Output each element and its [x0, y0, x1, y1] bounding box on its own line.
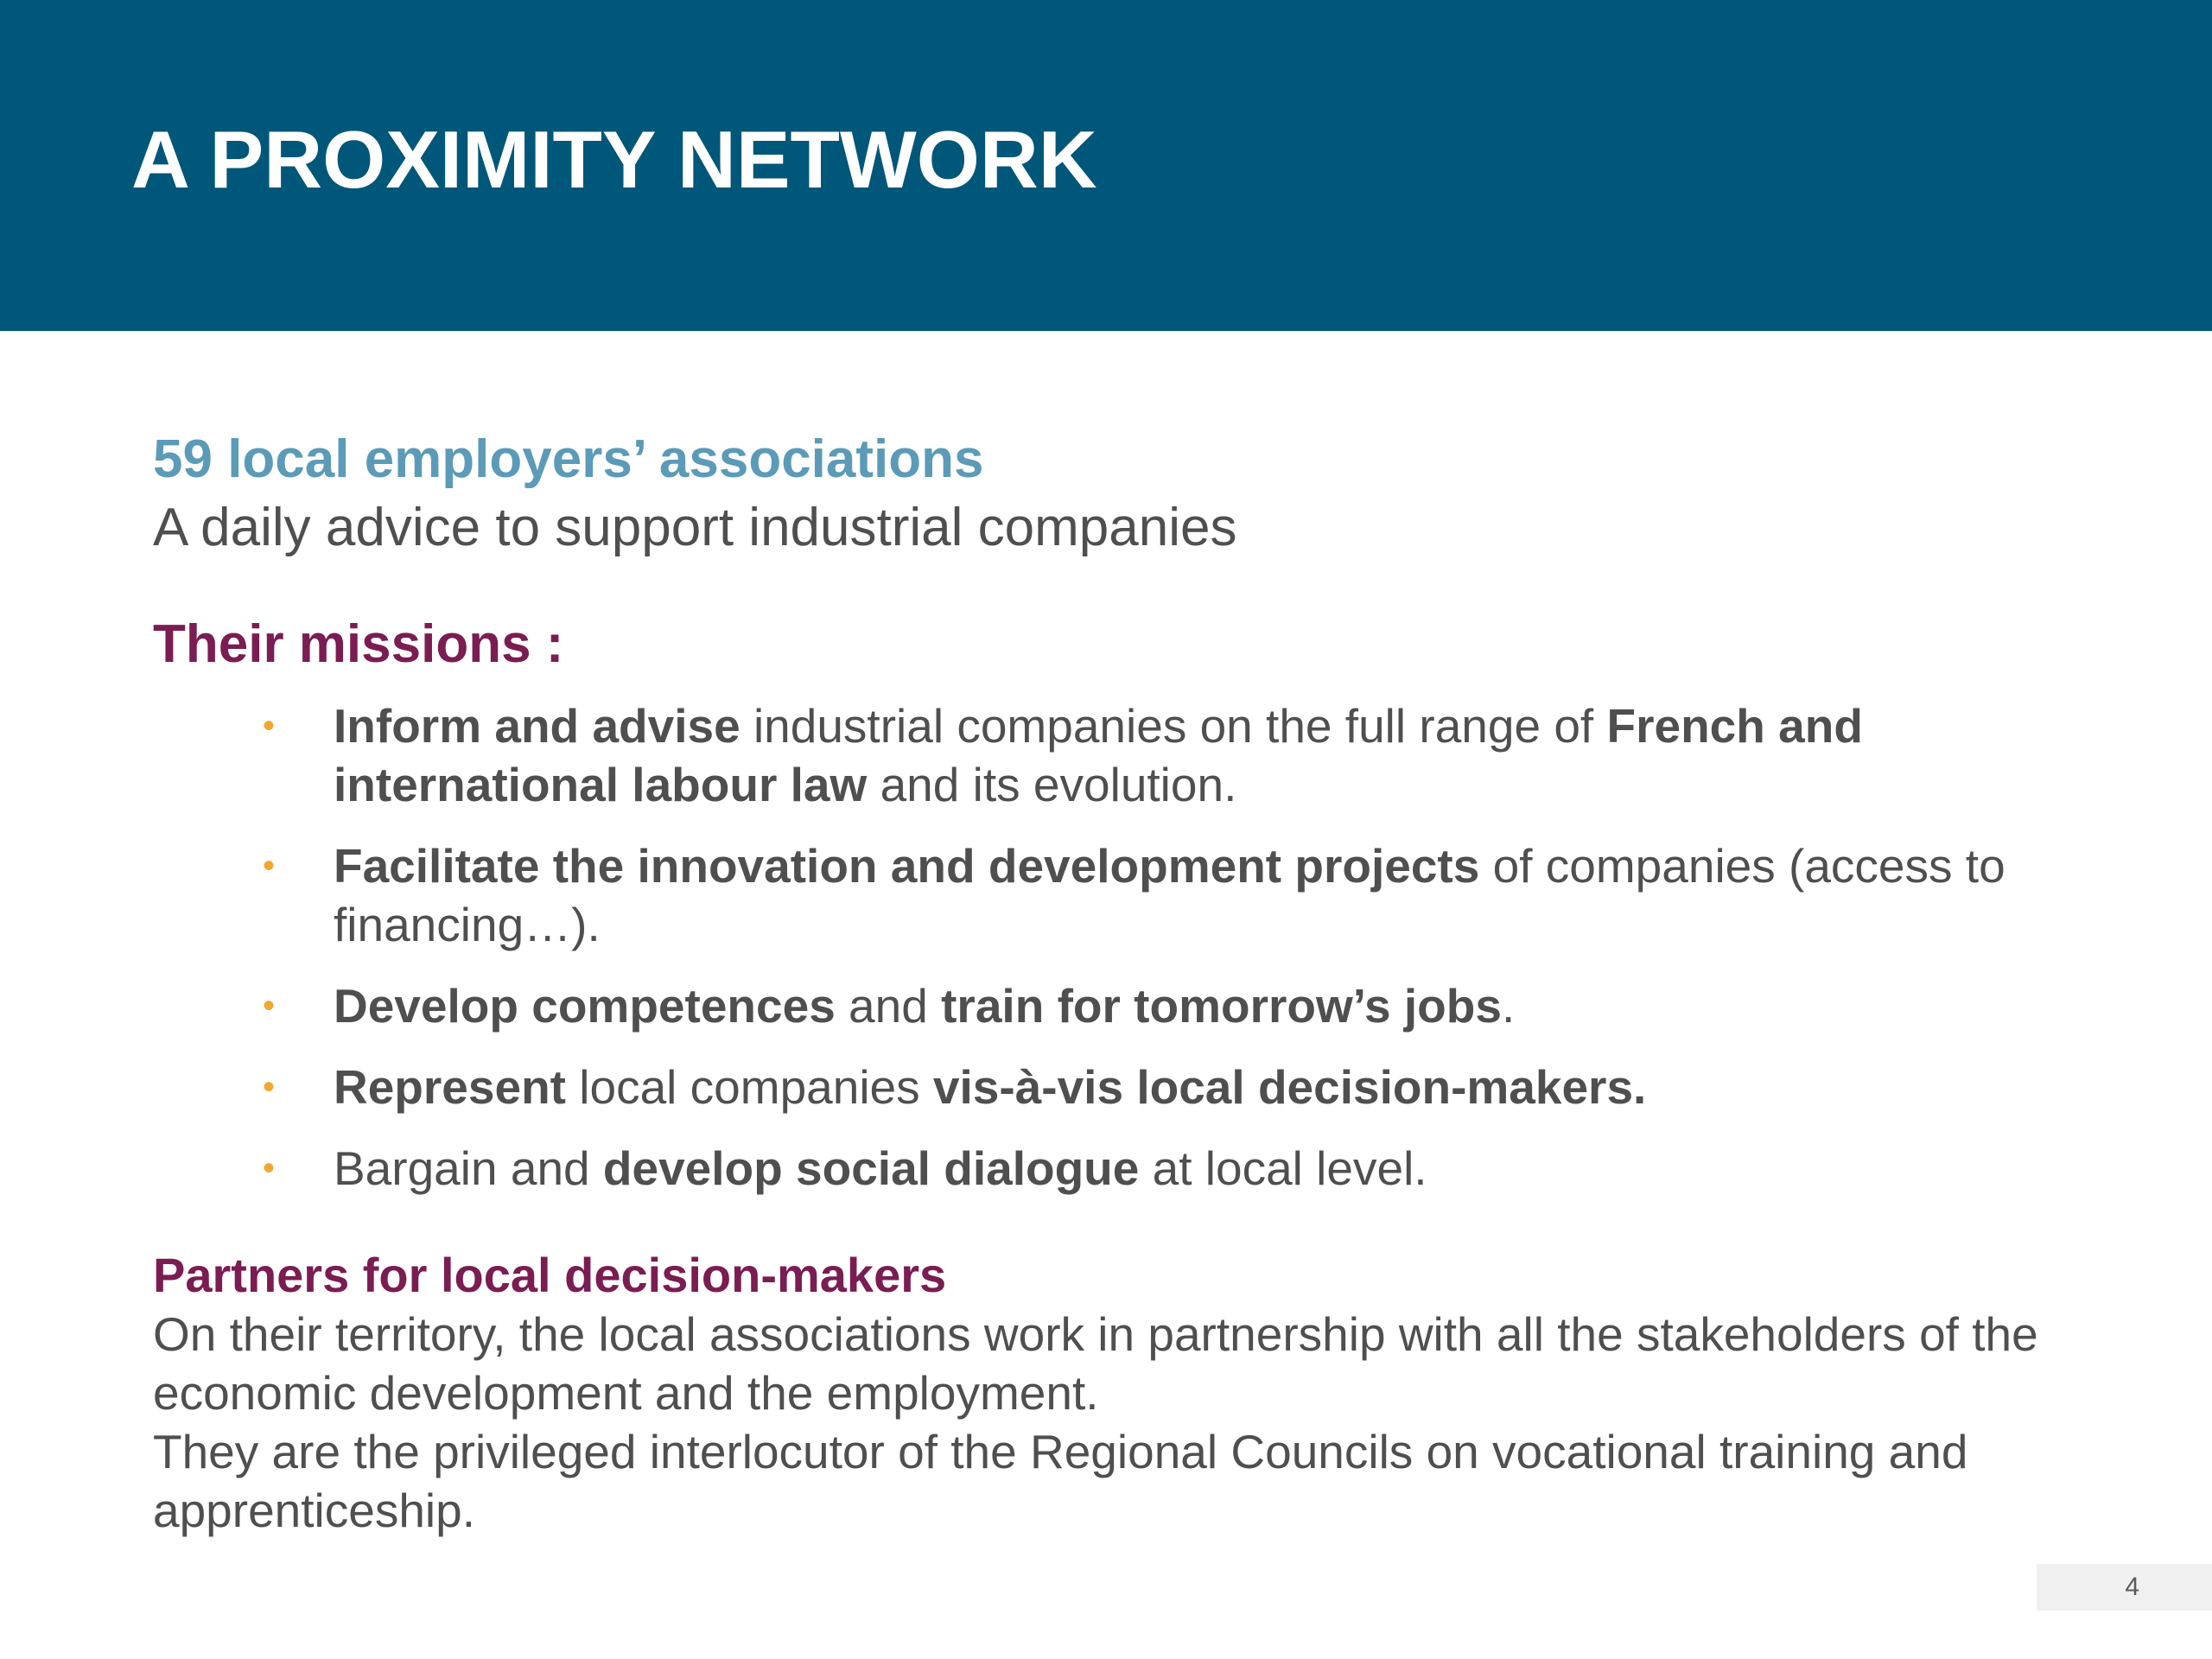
missions-heading: Their missions : — [153, 614, 564, 674]
bullet-icon: • — [263, 987, 276, 1025]
bullet-icon: • — [263, 1068, 276, 1106]
mission-bold-text: Inform and advise — [334, 699, 741, 753]
mission-bold-text: train for tomorrow’s jobs — [941, 979, 1502, 1033]
slide-title: A PROXIMITY NETWORK — [131, 114, 1097, 205]
partners-paragraph-1: On their territory, the local associations work in partnership with all the stakeholders of the economic development and the employment. — [153, 1307, 2038, 1420]
associations-heading: 59 local employers’ associations — [153, 429, 984, 489]
mission-text: Bargain and — [334, 1141, 603, 1195]
mission-bold-text: vis-à-vis local decision-makers. — [932, 1060, 1647, 1114]
mission-item — [153, 1058, 2054, 1116]
mission-bold-text: Develop competences — [334, 979, 836, 1033]
mission-text: and its evolution. — [867, 758, 1237, 811]
bullet-icon: • — [263, 847, 276, 885]
mission-bold-text: Facilitate the innovation and development projects — [334, 839, 1480, 893]
page-number: 4 — [2125, 1573, 2139, 1601]
partners-paragraph-2: They are the privileged interlocutor of the Regional Councils on vocational training and apprenticeship. — [153, 1425, 1968, 1537]
mission-text: at local level. — [1139, 1141, 1427, 1195]
bullet-icon: • — [263, 1149, 276, 1187]
partners-heading: Partners for local decision-makers — [153, 1248, 947, 1302]
bullet-icon: • — [263, 707, 276, 745]
mission-bold-text: French and international labour law — [334, 699, 1863, 811]
missions-list — [153, 696, 2054, 1198]
mission-text: industrial companies on the full range of — [740, 699, 1607, 753]
header-band — [0, 0, 2212, 331]
page-number-box — [2037, 1564, 2212, 1611]
mission-text: of companies (access to financing…). — [334, 839, 2005, 951]
mission-item — [153, 1139, 2054, 1198]
associations-subtitle: A daily advice to support industrial companies — [153, 498, 1237, 557]
mission-text: and — [835, 979, 942, 1033]
mission-item — [153, 836, 2054, 954]
mission-text: local companies — [565, 1060, 933, 1114]
mission-item — [153, 976, 2054, 1035]
mission-bold-text: develop social dialogue — [602, 1141, 1140, 1195]
slide-content — [153, 425, 2054, 1540]
mission-item — [153, 696, 2054, 814]
mission-text: . — [1501, 979, 1516, 1033]
mission-bold-text: Represent — [334, 1060, 566, 1114]
